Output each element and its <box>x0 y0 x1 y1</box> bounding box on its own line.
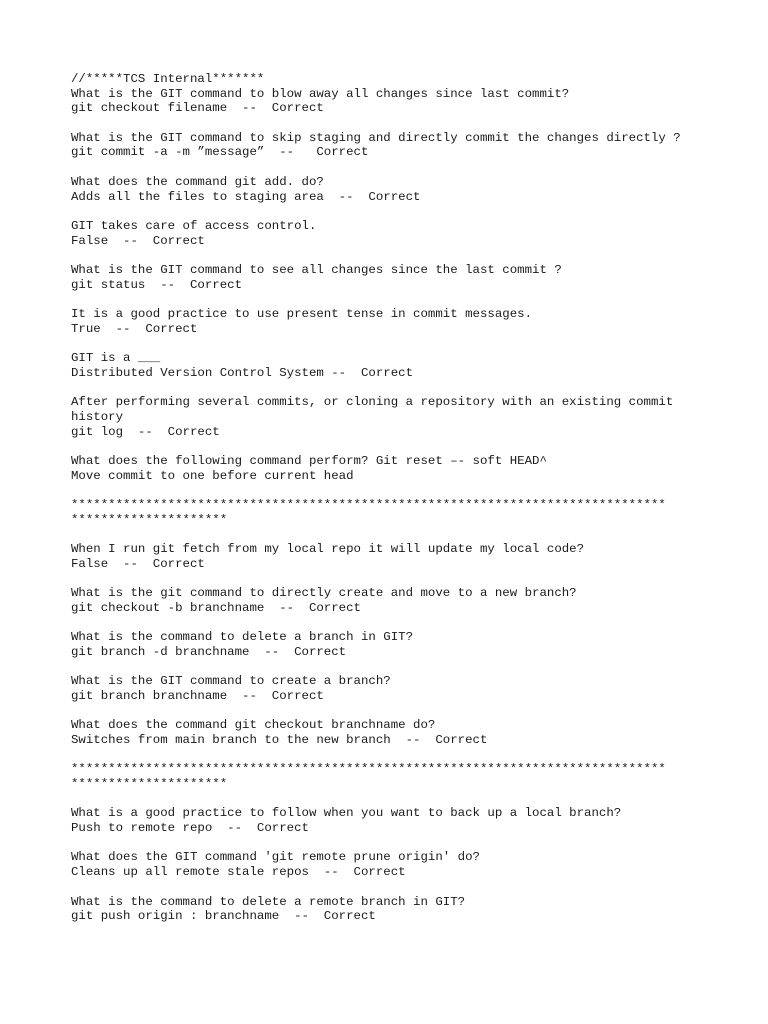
qa-block <box>71 630 731 659</box>
answer-line: git checkout -b branchname -- Correct <box>71 600 361 615</box>
question-line: What is the GIT command to create a branch? <box>71 674 391 689</box>
qa-block <box>71 542 731 571</box>
qa-block <box>71 351 731 380</box>
answer-line: git log -- Correct <box>71 424 220 439</box>
answer-line: history <box>71 409 124 424</box>
qa-block <box>71 395 731 439</box>
answer-line: git checkout filename -- Correct <box>71 101 324 116</box>
question-line: What does the GIT command 'git remote prune origin' do? <box>71 850 480 865</box>
question-line: What is a good practice to follow when you want to back up a local branch? <box>71 806 622 821</box>
document-header: //*****TCS Internal******* <box>71 72 265 86</box>
qa-block <box>71 87 731 116</box>
question-line: GIT is a ___ <box>71 351 161 366</box>
answer-line: git status -- Correct <box>71 277 243 292</box>
answer-line: ********************* <box>71 777 228 791</box>
answer-line: git push origin : branchname -- Correct <box>71 909 376 924</box>
qa-block <box>71 850 731 879</box>
answer-line: Distributed Version Control System -- Correct <box>71 365 414 380</box>
qa-block <box>71 454 731 483</box>
answer-line: git branch -d branchname -- Correct <box>71 644 347 659</box>
question-line: What is the git command to directly create and move to a new branch? <box>71 586 577 601</box>
answer-line: Adds all the files to staging area -- Correct <box>71 189 421 204</box>
question-line: What does the command git checkout branchname do? <box>71 718 436 733</box>
answer-line: Switches from main branch to the new branch -- Correct <box>71 732 488 747</box>
question-line: When I run git fetch from my local repo it will update my local code? <box>71 542 585 556</box>
question-line: What does the command git add. do? <box>71 174 324 189</box>
qa-block <box>71 131 731 160</box>
qa-block <box>71 674 731 703</box>
question-line: What is the GIT command to blow away all changes since last commit? <box>71 86 570 101</box>
qa-block <box>71 175 731 204</box>
question-line: What does the following command perform? Git reset –- soft HEAD^ <box>71 453 547 468</box>
qa-block <box>71 498 731 527</box>
qa-block <box>71 307 731 336</box>
answer-line: ********************* <box>71 512 228 527</box>
question-line: GIT takes care of access control. <box>71 218 317 233</box>
question-line: ******************************************************************************** <box>71 762 666 777</box>
answer-line: False -- Correct <box>71 556 205 571</box>
answer-line: False -- Correct <box>71 233 205 248</box>
qa-block <box>71 806 731 835</box>
qa-block <box>71 263 731 292</box>
question-line: It is a good practice to use present tense in commit messages. <box>71 307 533 321</box>
qa-block <box>71 762 731 791</box>
question-line: What is the command to delete a branch in GIT? <box>71 630 414 645</box>
answer-line: git branch branchname -- Correct <box>71 688 324 703</box>
document-page <box>71 72 731 939</box>
question-line: What is the command to delete a remote branch in GIT? <box>71 894 466 909</box>
answer-line: git commit -a -m ”message” -- Correct <box>71 145 369 160</box>
question-line: ******************************************************************************** <box>71 497 666 512</box>
qa-block <box>71 895 731 924</box>
answer-line: Cleans up all remote stale repos -- Correct <box>71 865 406 880</box>
qa-block <box>71 586 731 615</box>
answer-line: Push to remote repo -- Correct <box>71 821 309 836</box>
qa-block <box>71 718 731 747</box>
question-line: After performing several commits, or cloning a repository with an existing commit <box>71 395 674 410</box>
answer-line: True -- Correct <box>71 321 198 336</box>
qa-list <box>71 87 731 924</box>
qa-block <box>71 219 731 248</box>
question-line: What is the GIT command to skip staging and directly commit the changes directly ? <box>71 130 681 145</box>
answer-line: Move commit to one before current head <box>71 468 354 483</box>
question-line: What is the GIT command to see all changes since the last commit ? <box>71 262 562 277</box>
